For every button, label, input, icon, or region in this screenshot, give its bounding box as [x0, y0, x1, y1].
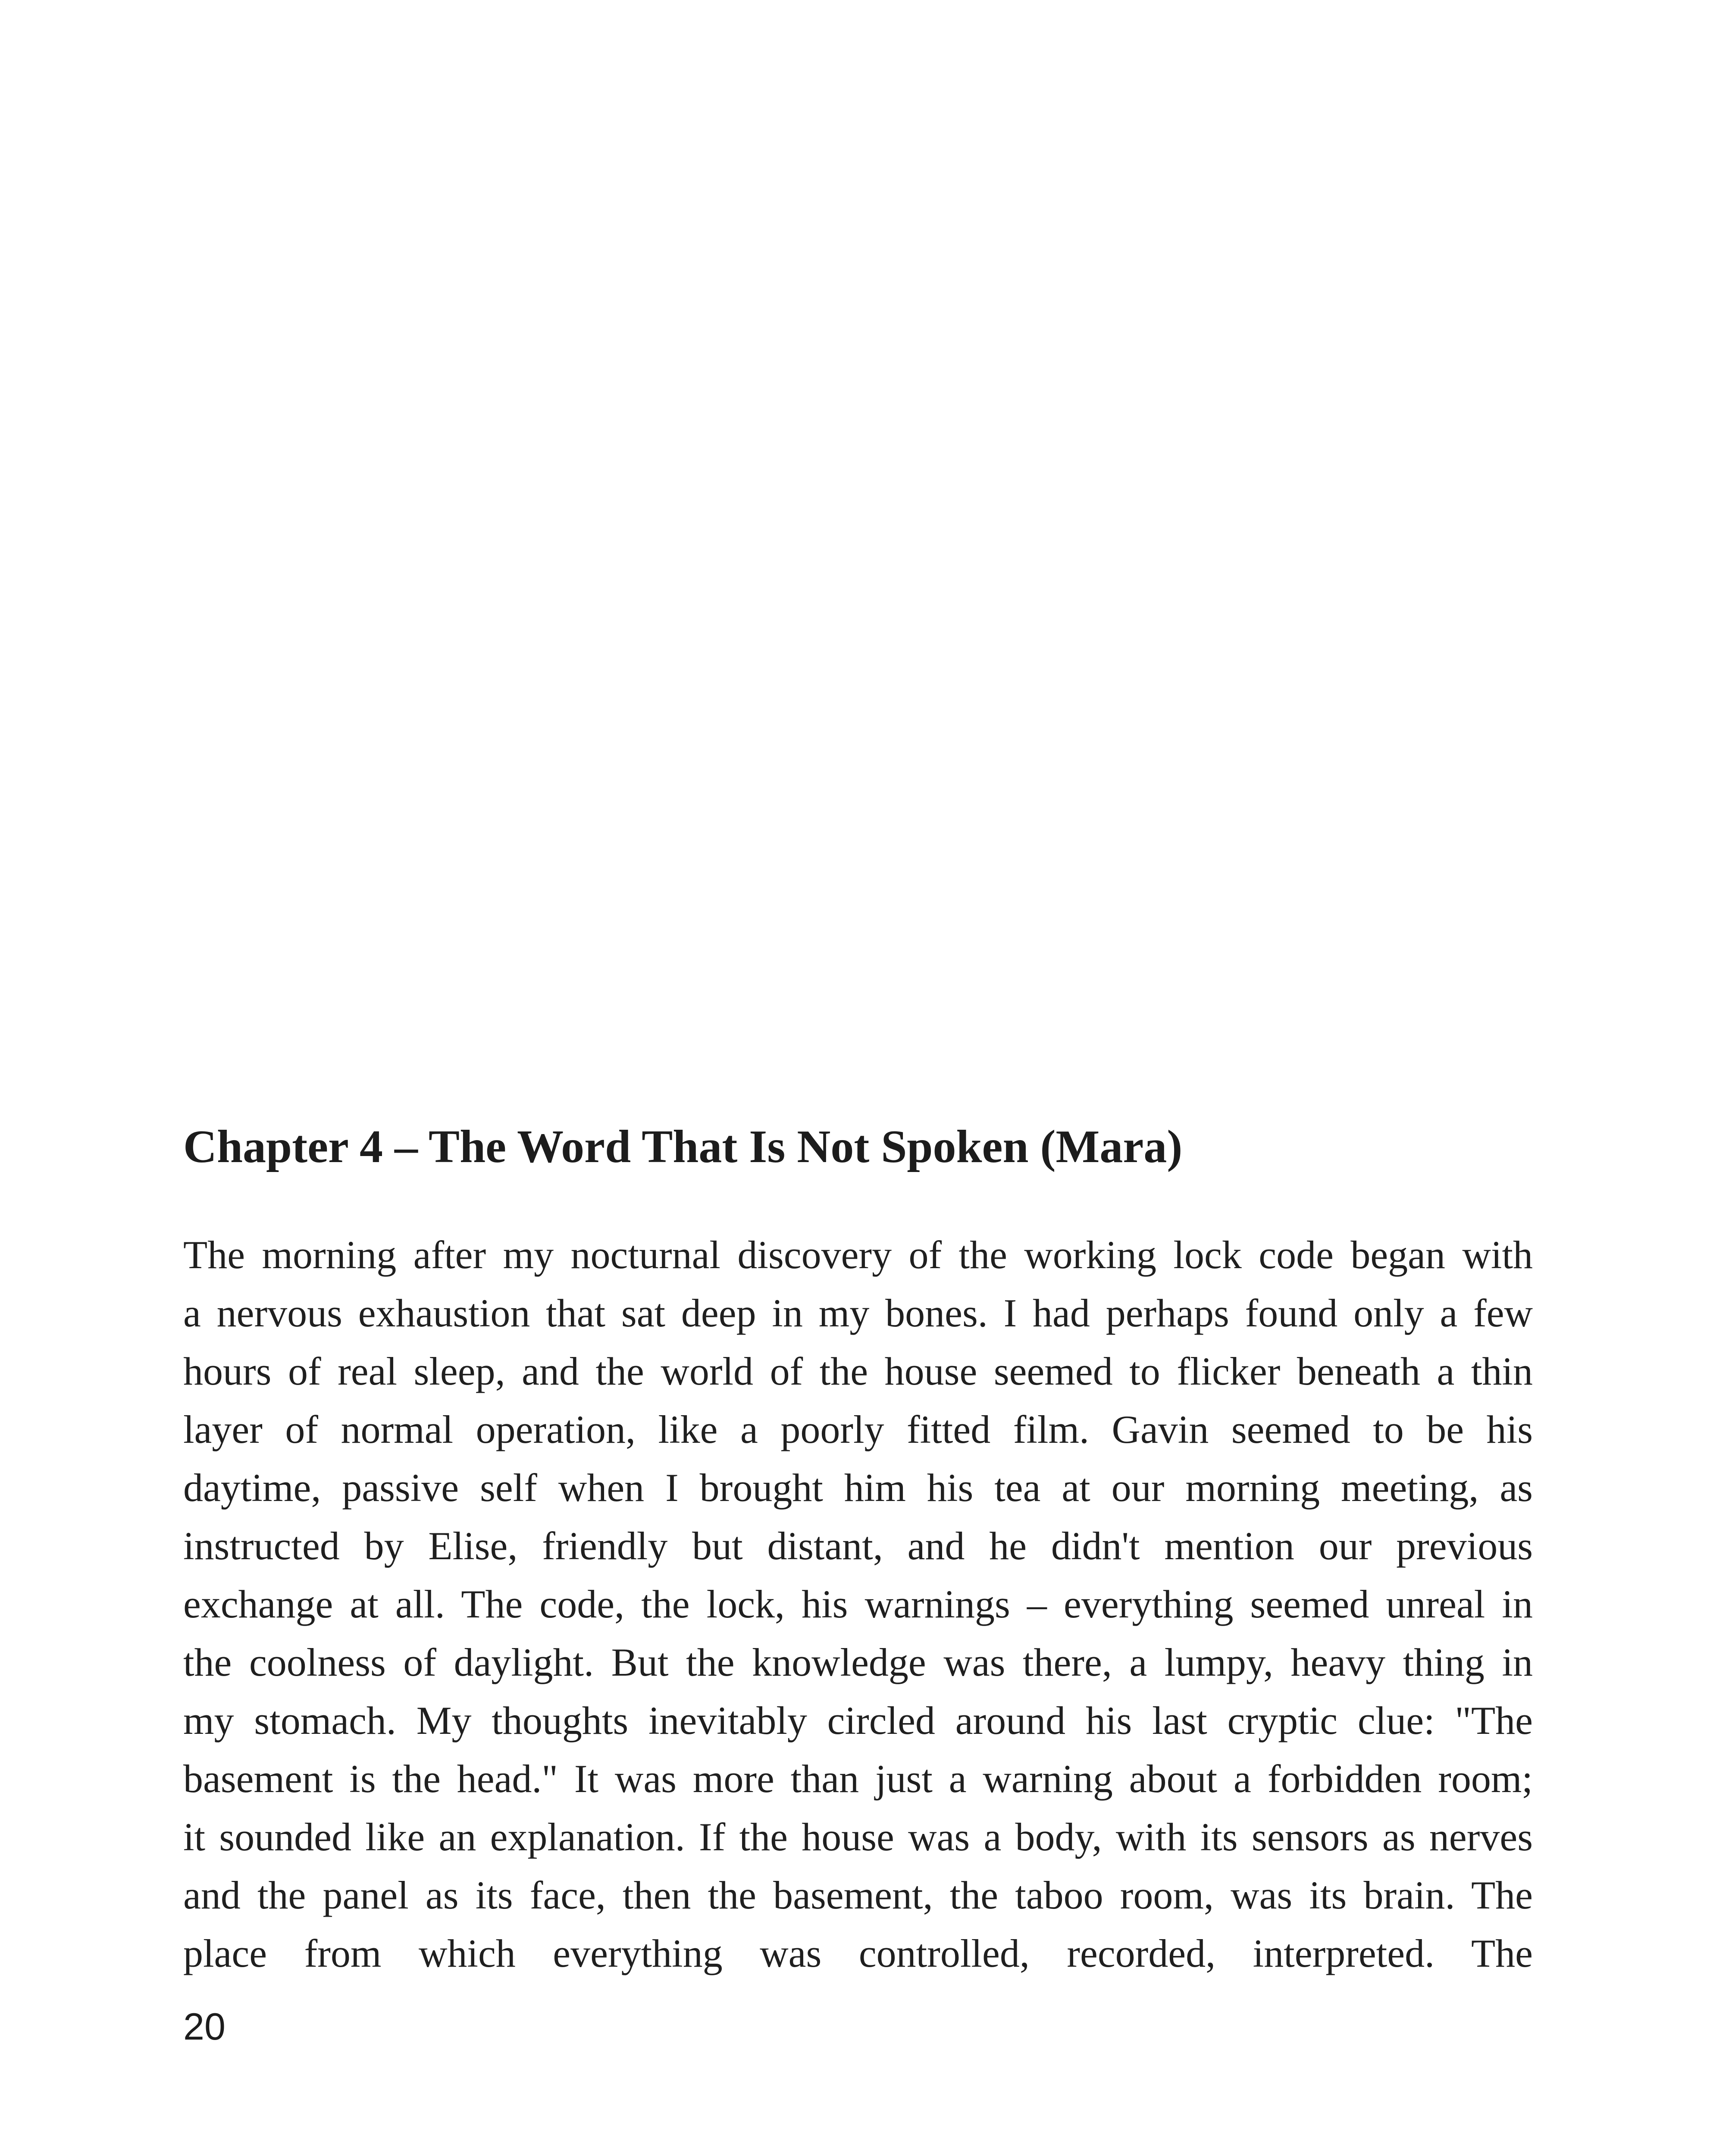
- text-line: it sounded like an explanation. If the house was a body, with its sensors as nerves: [183, 1815, 1533, 1859]
- chapter-title: Chapter 4 – The Word That Is Not Spoken (Mara): [183, 1121, 1183, 1172]
- text-line: place from which everything was controlled, recorded, interpreted. The: [183, 1931, 1533, 1975]
- text-line: The morning after my nocturnal discovery of the working lock code began with: [183, 1233, 1533, 1277]
- text-line: daytime, passive self when I brought him his tea at our morning meeting, as: [183, 1466, 1533, 1510]
- text-line: exchange at all. The code, the lock, his warnings – everything seemed unreal in: [183, 1582, 1533, 1626]
- text-line: a nervous exhaustion that sat deep in my bones. I had perhaps found only a few: [183, 1291, 1533, 1335]
- text-line: instructed by Elise, friendly but distant, and he didn't mention our previous: [183, 1524, 1533, 1568]
- text-line: and the panel as its face, then the basement, the taboo room, was its brain. The: [183, 1873, 1533, 1917]
- text-line: my stomach. My thoughts inevitably circled around his last cryptic clue: "The: [183, 1698, 1533, 1742]
- text-line: layer of normal operation, like a poorly fitted film. Gavin seemed to be his: [183, 1407, 1533, 1451]
- page-number: 20: [183, 2005, 226, 2048]
- text-line: hours of real sleep, and the world of the house seemed to flicker beneath a thin: [183, 1349, 1533, 1393]
- body-paragraph: [183, 1226, 1533, 1983]
- text-line: basement is the head." It was more than just a warning about a forbidden room;: [183, 1757, 1533, 1801]
- text-line: the coolness of daylight. But the knowledge was there, a lumpy, heavy thing in: [183, 1640, 1533, 1684]
